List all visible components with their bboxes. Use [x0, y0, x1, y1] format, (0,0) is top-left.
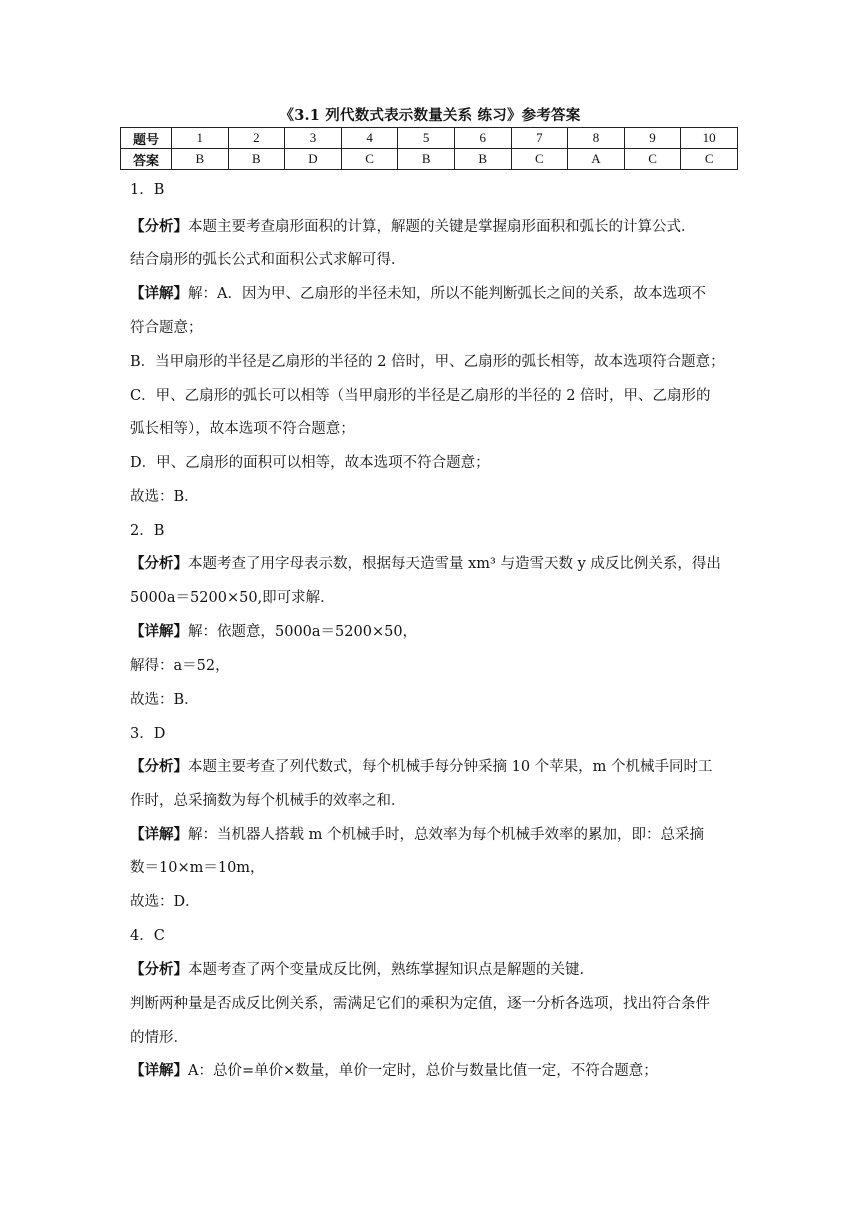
text-line	[130, 994, 740, 1014]
line-text: 故选：B．	[130, 692, 199, 708]
section-tag: 【分析】	[130, 555, 188, 572]
answer-cell: B	[454, 149, 511, 170]
line-text: 4．C	[130, 928, 165, 944]
line-text: 判断两种量是否成反比例关系，需满足它们的乘积为定值，逐一分析各选项，找出符合条件	[130, 996, 710, 1012]
line-text: 数＝10×m＝10m，	[130, 860, 265, 876]
number-cell: 7	[511, 128, 568, 149]
answer-line	[130, 521, 740, 541]
line-text: 本题考查了用字母表示数，根据每天造雪量 xm³ 与造雪天数 y 成反比例关系，得出	[188, 556, 721, 572]
number-cell: 5	[398, 128, 455, 149]
answer-cell: B	[398, 149, 455, 170]
answer-cell: C	[681, 149, 738, 170]
text-line	[130, 352, 740, 372]
analysis-line	[130, 554, 740, 574]
answer-cell: B	[228, 149, 285, 170]
line-text: D．甲、乙扇形的面积可以相等，故本选项不符合题意；	[130, 455, 490, 471]
answer-table-number-row	[121, 128, 738, 149]
line-text: 本题考查了两个变量成反比例，熟练掌握知识点是解题的关键．	[188, 962, 594, 978]
text-line	[130, 386, 740, 406]
number-cell: 6	[454, 128, 511, 149]
answer-line	[130, 926, 740, 946]
detail-line	[130, 622, 740, 642]
number-cell: 10	[681, 128, 738, 149]
number-cell: 2	[228, 128, 285, 149]
answer-line	[130, 180, 740, 200]
answer-cell: C	[511, 149, 568, 170]
line-text: 解：依题意，5000a＝5200×50，	[188, 624, 418, 640]
line-text: 弧长相等），故本选项不符合题意；	[130, 421, 355, 437]
analysis-line	[130, 960, 740, 980]
text-line	[130, 656, 740, 676]
number-cell: 8	[568, 128, 625, 149]
line-text: 解得：a＝52，	[130, 658, 230, 674]
number-cell: 9	[624, 128, 681, 149]
line-text: 2．B	[130, 523, 165, 539]
text-line	[130, 588, 740, 608]
text-line	[130, 453, 740, 473]
number-cell: 3	[285, 128, 342, 149]
detail-line	[130, 825, 740, 845]
line-text: 符合题意；	[130, 320, 203, 336]
section-tag: 【分析】	[130, 218, 188, 235]
section-tag: 【分析】	[130, 758, 188, 775]
line-text: 5000a＝5200×50,即可求解．	[130, 590, 335, 606]
line-text: 本题主要考查了列代数式，每个机械手每分钟采摘 10 个苹果，m 个机械手同时工	[188, 759, 713, 775]
text-line	[130, 318, 740, 338]
line-text: 作时，总采摘数为每个机械手的效率之和．	[130, 793, 406, 809]
answer-cell: A	[568, 149, 625, 170]
text-line	[130, 892, 740, 912]
section-tag: 【详解】	[130, 285, 188, 302]
analysis-line	[130, 217, 740, 237]
answer-table-answer-row	[121, 149, 738, 170]
line-text: 解：当机器人搭载 m 个机械手时，总效率为每个机械手效率的累加，即：总采摘	[188, 827, 704, 843]
text-line	[130, 487, 740, 507]
text-line	[130, 419, 740, 439]
detail-line	[130, 284, 740, 304]
answer-table	[120, 127, 738, 170]
answer-cell: C	[624, 149, 681, 170]
line-text: 3．D	[130, 726, 166, 742]
section-tag: 【详解】	[130, 623, 188, 640]
number-header-cell: 题号	[121, 128, 172, 149]
detail-line	[130, 1061, 740, 1081]
answer-cell: C	[341, 149, 398, 170]
line-text: 故选：B．	[130, 489, 199, 505]
text-line	[130, 1028, 740, 1048]
text-line	[130, 791, 740, 811]
line-text: 故选：D．	[130, 894, 200, 910]
section-tag: 【分析】	[130, 961, 188, 978]
analysis-line	[130, 757, 740, 777]
section-tag: 【详解】	[130, 826, 188, 843]
number-cell: 1	[172, 128, 229, 149]
answer-header-cell: 答案	[121, 149, 172, 170]
answer-cell: B	[172, 149, 229, 170]
text-line	[130, 690, 740, 710]
line-text: 结合扇形的弧长公式和面积公式求解可得．	[130, 252, 406, 268]
text-line	[130, 858, 740, 878]
answer-cell: D	[285, 149, 342, 170]
line-text: 本题主要考查扇形面积的计算，解题的关键是掌握扇形面积和弧长的计算公式．	[188, 219, 696, 235]
line-text: C．甲、乙扇形的弧长可以相等（当甲扇形的半径是乙扇形的半径的 2 倍时，甲、乙扇形的	[130, 388, 711, 404]
line-text: B．当甲扇形的半径是乙扇形的半径的 2 倍时，甲、乙扇形的弧长相等，故本选项符合题意；	[130, 354, 725, 370]
text-line	[130, 250, 740, 270]
line-text: 的情形．	[130, 1030, 188, 1046]
page-title: 《3.1 列代数式表示数量关系 练习》参考答案	[279, 107, 581, 124]
answer-line	[130, 724, 740, 744]
line-text: 解：A．因为甲、乙扇形的半径未知，所以不能判断弧长之间的关系，故本选项不	[188, 286, 706, 302]
section-tag: 【详解】	[130, 1062, 188, 1079]
number-cell: 4	[341, 128, 398, 149]
line-text: 1．B	[130, 182, 165, 198]
line-text: A：总价=单价×数量，单价一定时，总价与数量比值一定，不符合题意；	[188, 1063, 658, 1079]
